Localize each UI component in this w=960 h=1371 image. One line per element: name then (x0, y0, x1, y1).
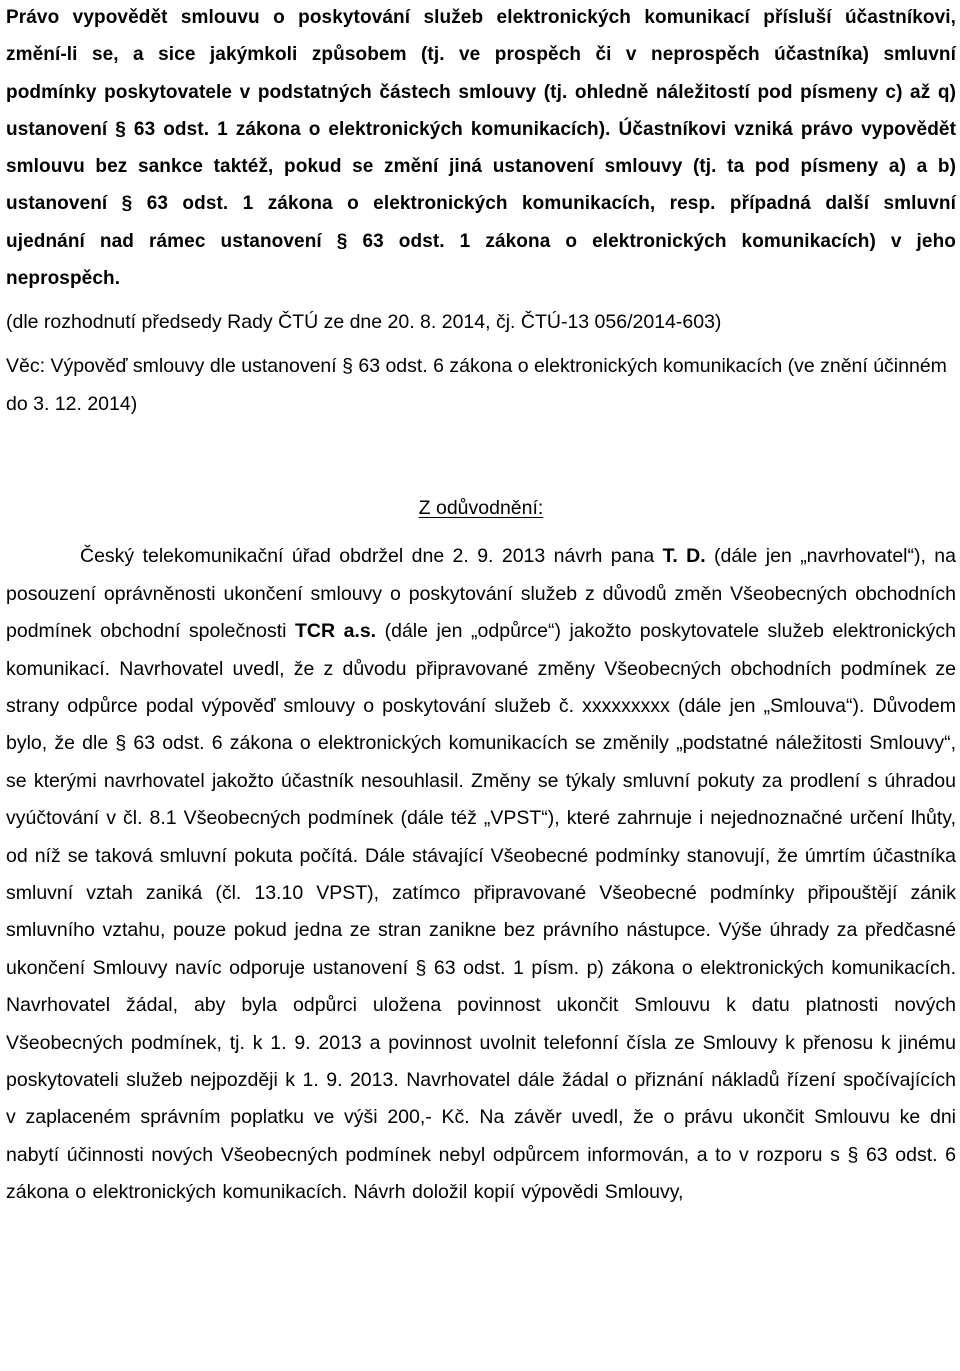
subject-label: Věc: (6, 355, 46, 378)
body-text-2: (dále jen „navrhovatel“), na posouzení oprávněnosti ukončení smlouvy o poskytování služeb z důvodů změn Všeobecných obchodních podmínek obchodní společnosti (6, 545, 956, 643)
legal-headnote: Právo vypovědět smlouvu o poskytování služeb elektronických komunikací přísluší účastníkovi, změní-li se, a sice jakýmkoli způsobem (tj. ve prospěch či v neprospěch účastníka) smluvní podmínky poskytovatele v podstatných částech smlouvy (tj. ohledně náležitostí pod písmeny c) až q) ustanovení § 63 odst. 1 zákona o elektronických komunikacích). Účastníkovi vzniká právo vypovědět smlouvu bez sankce taktéž, pokud se změní jiná ustanovení smlouvy (tj. ta pod písmeny a) a b) ustanovení § 63 odst. 1 zákona o elektronických komunikacích, resp. případná další smluvní ujednání nad rámec ustanovení § 63 odst. 1 zákona o elektronických komunikacích) v jeho neprospěch. (6, 7, 956, 290)
body-text-1: Český telekomunikační úřad obdržel dne 2. 9. 2013 návrh pana (80, 545, 663, 568)
document-page (6, 0, 956, 1212)
body-text-3: (dále jen „odpůrce“) jakožto poskytovatele služeb elektronických komunikací. Navrhovatel uvedl, že z důvodu připravované změny Všeobecných obchodních podmínek ze strany odpůrce podal výpověď smlouvy o poskytování služeb č. xxxxxxxxx (dále jen „Smlouva“). Důvodem bylo, že dle § 63 odst. 6 zákona o elektronických komunikacích se změnily „podstatné náležitosti Smlouvy“, se kterými navrhovatel jakožto účastník nesouhlasil. Změny se týkaly smluvní pokuty za prodlení s úhradou vyúčtování v čl. 8.1 Všeobecných podmínek (dále též „VPST“), které zahrnuje i nejednoznačné určení lhůty, od níž se taková smluvní pokuta počítá. Dále stávající Všeobecné podmínky stanovují, že úmrtím účastníka smluvní vztah zaniká (čl. 13.10 VPST), zatímco připravované Všeobecné podmínky připouštějí zánik smluvního vztahu, pouze pokud jedna ze stran zanikne bez právního nástupce. Výše úhrady za předčasné ukončení Smlouvy navíc odporuje ustanovení § 63 odst. 1 písm. p) zákona o elektronických komunikacích. Navrhovatel žádal, aby byla odpůrci uložena povinnost ukončit Smlouvu k datu platnosti nových Všeobecných podmínek, tj. k 1. 9. 2013 a povinnost uvolnit telefonní čísla ze Smlouvy k přenosu k jinému poskytovateli služeb nejpozději k 1. 9. 2013. Navrhovatel dále žádal o přiznání nákladů řízení spočívajících v zaplaceném správním poplatku ve výši 200,- Kč. Na závěr uvedl, že o právu ukončit Smlouvu ke dni nabytí účinnosti nových Všeobecných podmínek nebyl odpůrcem informován, a to v rozporu s § 63 odst. 6 zákona o elektronických komunikacích. Návrh doložil kopií výpovědi Smlouvy, (6, 620, 956, 1204)
reasoning-paragraph (6, 538, 956, 1211)
subject-text: Výpověď smlouvy dle ustanovení § 63 odst. 6 zákona o elektronických komunikacích (ve znění účinném do 3. 12. 2014) (6, 355, 947, 416)
decision-reference: (dle rozhodnutí předsedy Rady ČTÚ ze dne 20. 8. 2014, čj. ČTÚ-13 056/2014-603) (6, 311, 722, 334)
section-heading: Z odůvodnění: (418, 497, 544, 520)
subject-line (6, 347, 956, 423)
applicant-name: T. D. (662, 545, 706, 568)
respondent-company: TCR a.s. (294, 620, 377, 643)
